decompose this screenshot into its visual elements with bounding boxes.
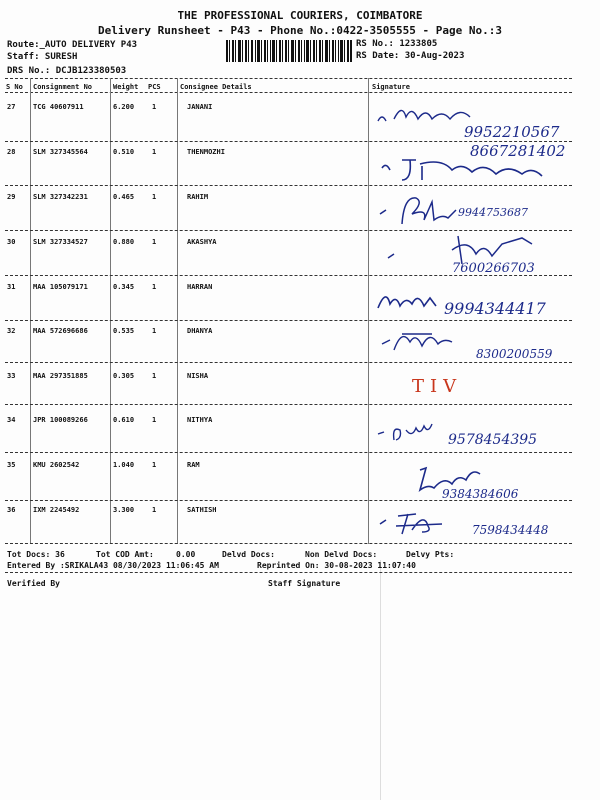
staff-label: Staff: SURESH bbox=[7, 52, 78, 62]
signature-handwriting bbox=[372, 276, 587, 322]
reprinted-on: Reprinted On: 30-08-2023 11:07:40 bbox=[257, 561, 416, 570]
total-cod-label: Tot COD Amt: bbox=[96, 550, 154, 559]
header-bottom-rule bbox=[5, 92, 572, 93]
col-sno: S No bbox=[6, 83, 23, 91]
signature-handwriting bbox=[372, 366, 587, 402]
row-pcs: 1 bbox=[152, 327, 157, 335]
column-divider bbox=[177, 78, 178, 544]
signature-phone: 9384384606 bbox=[442, 487, 519, 500]
row-consignee: THENMOZHI bbox=[187, 148, 225, 156]
row-consignment: MAA 297351885 bbox=[33, 372, 88, 380]
row-consignee: RAHIM bbox=[187, 193, 209, 201]
row-pcs: 1 bbox=[152, 506, 157, 514]
col-consignee: Consignee Details bbox=[180, 83, 252, 91]
signature-phone: 9944753687 bbox=[458, 206, 528, 219]
row-weight: 0.510 bbox=[113, 148, 135, 156]
row-rule bbox=[5, 452, 572, 453]
row-pcs: 1 bbox=[152, 103, 157, 111]
row-sno: 34 bbox=[7, 416, 16, 424]
column-divider bbox=[368, 78, 369, 544]
row-consignment: IXM 2245492 bbox=[33, 506, 80, 514]
column-divider bbox=[30, 78, 31, 544]
row-rule bbox=[5, 404, 572, 405]
signature-phone: 9578454395 bbox=[448, 432, 538, 448]
row-pcs: 1 bbox=[152, 416, 157, 424]
row-weight: 0.305 bbox=[113, 372, 135, 380]
row-pcs: 1 bbox=[152, 238, 157, 246]
drs-label: DRS No.: DCJB123380503 bbox=[7, 66, 127, 76]
page-fold-line bbox=[380, 560, 381, 800]
delivered-docs: Delvd Docs: bbox=[222, 550, 275, 559]
signature-phone: 8667281402 bbox=[470, 142, 566, 160]
rs-number: RS No.: 1233805 bbox=[356, 39, 438, 49]
row-sno: 28 bbox=[7, 148, 16, 156]
row-consignee: NISHA bbox=[187, 372, 209, 380]
row-consignment: MAA 105079171 bbox=[33, 283, 88, 291]
route-label: Route:_AUTO DELIVERY P43 bbox=[7, 40, 138, 50]
signature-phone: 7600266703 bbox=[452, 261, 535, 276]
row-consignee: AKASHYA bbox=[187, 238, 217, 246]
signature-phone: 9994344417 bbox=[444, 299, 546, 318]
row-pcs: 1 bbox=[152, 148, 157, 156]
row-sno: 33 bbox=[7, 372, 16, 380]
row-sno: 29 bbox=[7, 193, 16, 201]
row-consignment: SLM 327342231 bbox=[33, 193, 88, 201]
row-sno: 32 bbox=[7, 327, 16, 335]
row-sno: 30 bbox=[7, 238, 16, 246]
row-weight: 0.535 bbox=[113, 327, 135, 335]
row-weight: 1.040 bbox=[113, 461, 135, 469]
row-consignee: SATHISH bbox=[187, 506, 217, 514]
signature-handwriting bbox=[372, 140, 587, 186]
row-consignee: JANANI bbox=[187, 103, 213, 111]
runsheet-title: Delivery Runsheet - P43 - Phone No.:0422-3505555 - Page No.:3 bbox=[98, 24, 502, 37]
row-consignment: SLM 327334527 bbox=[33, 238, 88, 246]
signature-handwriting bbox=[372, 188, 587, 230]
entered-by: Entered By :SRIKALA43 08/30/2023 11:06:45 AM bbox=[7, 561, 219, 570]
staff-signature: Staff Signature bbox=[268, 579, 341, 588]
non-delivered-docs: Non Delvd Docs: bbox=[305, 550, 378, 559]
row-rule bbox=[5, 362, 572, 363]
signature-handwriting bbox=[372, 97, 587, 139]
signature-handwriting bbox=[372, 410, 587, 454]
row-consignment: SLM 327345564 bbox=[33, 148, 88, 156]
col-pcs: PCS bbox=[148, 83, 161, 91]
table-top-rule bbox=[5, 78, 572, 79]
table-bottom-rule bbox=[5, 543, 572, 544]
signature-phone: 9952210567 bbox=[464, 123, 560, 139]
col-consignment: Consignment No bbox=[33, 83, 93, 91]
row-weight: 0.880 bbox=[113, 238, 135, 246]
barcode bbox=[226, 40, 352, 62]
row-pcs: 1 bbox=[152, 193, 157, 201]
row-consignee: HARRAN bbox=[187, 283, 213, 291]
signature-mark: TIV bbox=[412, 376, 463, 397]
row-pcs: 1 bbox=[152, 283, 157, 291]
row-sno: 27 bbox=[7, 103, 16, 111]
row-weight: 3.300 bbox=[113, 506, 135, 514]
row-pcs: 1 bbox=[152, 461, 157, 469]
row-weight: 0.610 bbox=[113, 416, 135, 424]
row-consignment: KMU 2602542 bbox=[33, 461, 80, 469]
row-sno: 31 bbox=[7, 283, 16, 291]
row-consignee: NITHYA bbox=[187, 416, 213, 424]
total-cod-value: 0.00 bbox=[176, 550, 196, 559]
row-sno: 36 bbox=[7, 506, 16, 514]
company-name: THE PROFESSIONAL COURIERS, COIMBATORE bbox=[177, 9, 423, 22]
row-weight: 0.465 bbox=[113, 193, 135, 201]
row-consignment: TCG 40607911 bbox=[33, 103, 84, 111]
col-weight: Weight bbox=[113, 83, 139, 91]
signature-phone: 8300200559 bbox=[476, 347, 553, 361]
row-rule bbox=[5, 185, 572, 186]
row-weight: 6.200 bbox=[113, 103, 135, 111]
rs-date: RS Date: 30-Aug-2023 bbox=[356, 51, 465, 61]
signature-handwriting bbox=[372, 320, 587, 364]
signature-handwriting bbox=[372, 454, 587, 500]
total-docs: Tot Docs: 36 bbox=[7, 550, 65, 559]
row-rule bbox=[5, 500, 572, 501]
column-divider bbox=[110, 78, 111, 544]
signature-phone: 7598434448 bbox=[472, 523, 549, 537]
row-weight: 0.345 bbox=[113, 283, 135, 291]
col-signature: Signature bbox=[372, 83, 410, 91]
row-consignment: MAA 572696686 bbox=[33, 327, 88, 335]
footer-rule bbox=[5, 572, 572, 573]
signature-handwriting bbox=[372, 502, 587, 542]
verified-by: Verified By bbox=[7, 579, 60, 588]
row-pcs: 1 bbox=[152, 372, 157, 380]
row-sno: 35 bbox=[7, 461, 16, 469]
signature-handwriting bbox=[372, 230, 587, 276]
row-consignment: JPR 100089266 bbox=[33, 416, 88, 424]
delivery-points: Delvy Pts: bbox=[406, 550, 455, 559]
row-consignee: RAM bbox=[187, 461, 200, 469]
row-consignee: DHANYA bbox=[187, 327, 213, 335]
